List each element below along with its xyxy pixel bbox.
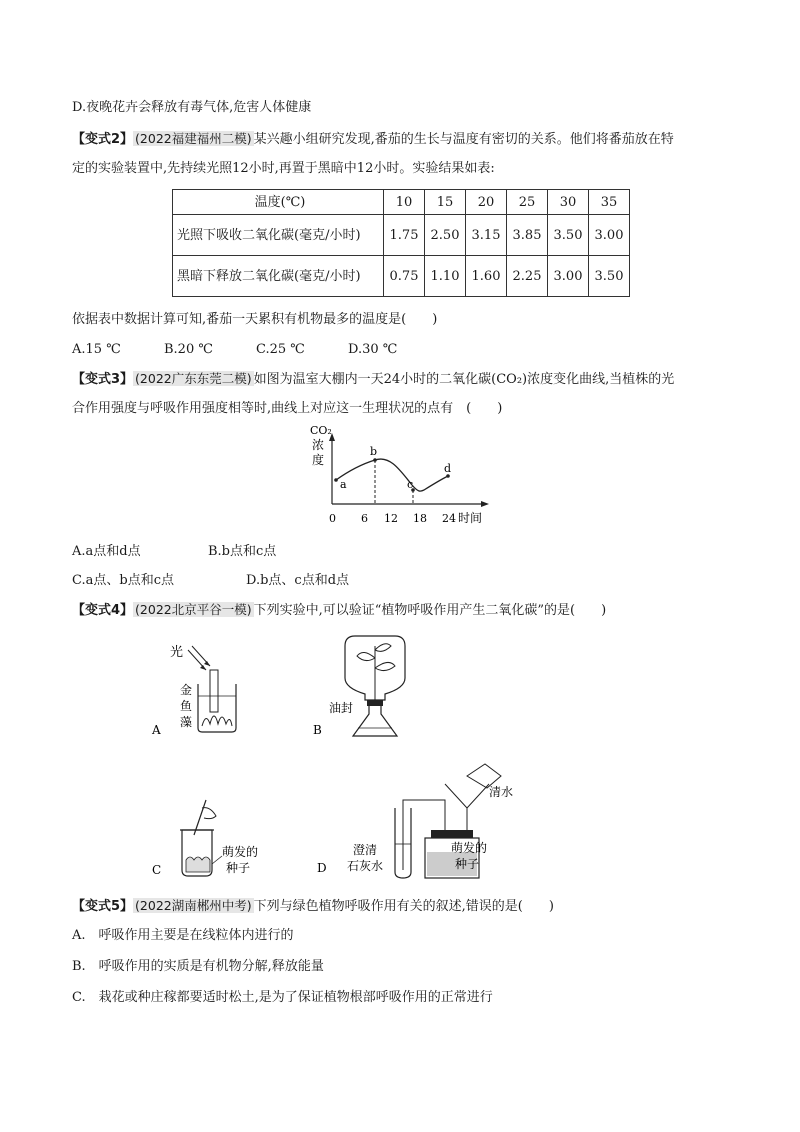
variant-3-source: (2022广东东莞二模)	[135, 371, 252, 386]
variant-4-text-1: 下列实验中,可以验证“植物呼吸作用产生二氧化碳”的是( )	[253, 603, 607, 618]
table-cell: 3.00	[589, 215, 630, 256]
algae-label-3: 藻	[180, 715, 193, 729]
variant-4-tag: 【变式4】	[72, 603, 134, 618]
variant-3-option-d: D.b点、c点和d点	[246, 573, 350, 588]
leaf	[375, 644, 391, 652]
co2-concentration-chart	[300, 420, 500, 530]
y-axis-label-3: 度	[312, 453, 325, 467]
variant-3-option-a: A.a点和d点	[72, 544, 141, 559]
variant-2-question: 依据表中数据计算可知,番茄一天累积有机物最多的温度是( )	[72, 312, 438, 327]
bottle-stopper	[431, 830, 473, 838]
point-a	[334, 478, 338, 482]
variant-2-text-1: 某兴趣小组研究发现,番茄的生长与温度有密切的关系。他们将番茄放在特	[253, 132, 674, 147]
funnel	[445, 784, 489, 808]
point-b-label: b	[370, 445, 378, 458]
variant-2-source: (2022福建福州二模)	[135, 131, 252, 146]
x-tick-label: 12	[384, 512, 398, 525]
variant-2-line-1	[72, 130, 674, 149]
table-row-label: 光照下吸收二氧化碳(毫克/小时)	[173, 215, 384, 256]
limewater-label-1: 澄清	[353, 843, 378, 857]
label-b: B	[313, 723, 322, 737]
point-b	[373, 458, 377, 462]
seeds	[186, 857, 210, 872]
seed-d-label-2: 种子	[455, 857, 480, 871]
x-tick-label: 6	[361, 512, 368, 525]
variant-5-option-a: A. 呼吸作用主要是在线粒体内进行的	[72, 928, 294, 943]
beaker	[198, 684, 236, 732]
label-a: A	[152, 723, 161, 737]
oil-seal-label: 油封	[329, 701, 354, 715]
table-cell: 1.60	[466, 256, 507, 297]
variant-3-option-b: B.b点和c点	[208, 544, 277, 559]
table-header-cell: 30	[548, 190, 589, 215]
label-c: C	[152, 863, 162, 877]
x-tick-label: 0	[329, 512, 336, 525]
apparatus-a	[140, 636, 260, 746]
test-tube	[210, 670, 218, 712]
variant-2-option-c: C.25 ℃	[256, 342, 305, 357]
table-row	[173, 256, 630, 297]
table-header-cell: 温度(℃)	[173, 190, 384, 215]
limewater-label-2: 石灰水	[347, 859, 384, 873]
apparatus-d	[305, 760, 535, 884]
flask	[353, 706, 397, 736]
table-cell: 3.15	[466, 215, 507, 256]
arrowhead	[204, 661, 210, 666]
table-header-cell: 35	[589, 190, 630, 215]
algae-label-2: 鱼	[180, 699, 193, 713]
table-cell: 1.10	[425, 256, 466, 297]
light-label: 光	[170, 645, 184, 660]
variant-3-option-c: C.a点、b点和c点	[72, 573, 174, 588]
variant-3-text-2: 合作用强度与呼吸作用强度相等时,曲线上对应这一生理状况的点有 ( )	[72, 401, 503, 416]
table-cell: 0.75	[384, 256, 425, 297]
apparatus-c	[140, 790, 270, 882]
y-axis-label-2: 浓	[312, 438, 325, 452]
table-cell: 2.25	[507, 256, 548, 297]
x-tick-label: 24	[442, 512, 456, 525]
water-label: 清水	[489, 785, 514, 799]
table-cell: 3.85	[507, 215, 548, 256]
oil-seal-plug	[367, 700, 383, 706]
variant-2-option-a: A.15 ℃	[72, 342, 121, 357]
table-row	[173, 215, 630, 256]
variant-2-option-b: B.20 ℃	[164, 342, 213, 357]
seed-c-label-1: 萌发的	[222, 845, 259, 859]
algae-label-1: 金	[180, 683, 193, 697]
variant-2-text-2: 定的实验装置中,先持续光照12小时,再置于黑暗中12小时。实验结果如表:	[72, 161, 495, 176]
variant-3-text-1: 如图为温室大棚内一天24小时的二氧化碳(CO₂)浓度变化曲线,当植株的光	[253, 372, 675, 387]
table-cell: 3.00	[548, 256, 589, 297]
table-row-label: 黑暗下释放二氧化碳(毫克/小时)	[173, 256, 384, 297]
prev-option-d: D.夜晚花卉会释放有毒气体,危害人体健康	[72, 100, 312, 115]
variant-4-source: (2022北京平谷一模)	[135, 602, 252, 617]
x-axis-label: 时间	[458, 511, 483, 525]
variant-5-tag: 【变式5】	[72, 899, 134, 914]
table-cell: 2.50	[425, 215, 466, 256]
table-header-cell: 15	[425, 190, 466, 215]
label-pointer	[212, 856, 222, 864]
leaf	[375, 662, 395, 670]
arrowhead	[200, 665, 206, 670]
variant-3-tag: 【变式3】	[72, 372, 134, 387]
table-header-cell: 20	[466, 190, 507, 215]
seed-d-label-1: 萌发的	[451, 841, 488, 855]
y-axis-label-1: CO₂	[310, 424, 332, 437]
variant-5-source: (2022湖南郴州中考)	[135, 898, 252, 913]
table-header-row	[173, 190, 630, 215]
variant-5-option-b: B. 呼吸作用的实质是有机物分解,释放能量	[72, 959, 324, 974]
variant-2-tag: 【变式2】	[72, 132, 134, 147]
table-header-cell: 10	[384, 190, 425, 215]
label-d: D	[317, 861, 327, 875]
point-d-label: d	[444, 462, 452, 475]
x-axis-arrow	[481, 501, 489, 507]
hand	[202, 808, 216, 819]
seed-c-label-2: 种子	[226, 861, 251, 875]
table-cell: 3.50	[589, 256, 630, 297]
x-tick-label: 18	[413, 512, 427, 525]
point-c-label: c	[407, 478, 414, 491]
algae	[202, 716, 232, 726]
leaf	[357, 652, 375, 660]
co2-curve	[336, 459, 448, 491]
point-a-label: a	[340, 478, 347, 491]
variant-3-line-1	[72, 370, 674, 389]
variant-5-text-1: 下列与绿色植物呼吸作用有关的叙述,错误的是( )	[253, 899, 554, 914]
variant-4-line-1	[72, 601, 606, 620]
apparatus-b	[305, 628, 425, 746]
variant-2-option-d: D.30 ℃	[348, 342, 398, 357]
temperature-co2-table	[172, 189, 630, 297]
variant-5-option-c: C. 栽花或种庄稼都要适时松土,是为了保证植物根部呼吸作用的正常进行	[72, 990, 493, 1005]
table-cell: 3.50	[548, 215, 589, 256]
table-header-cell: 25	[507, 190, 548, 215]
table-cell: 1.75	[384, 215, 425, 256]
variant-5-line-1	[72, 897, 554, 916]
